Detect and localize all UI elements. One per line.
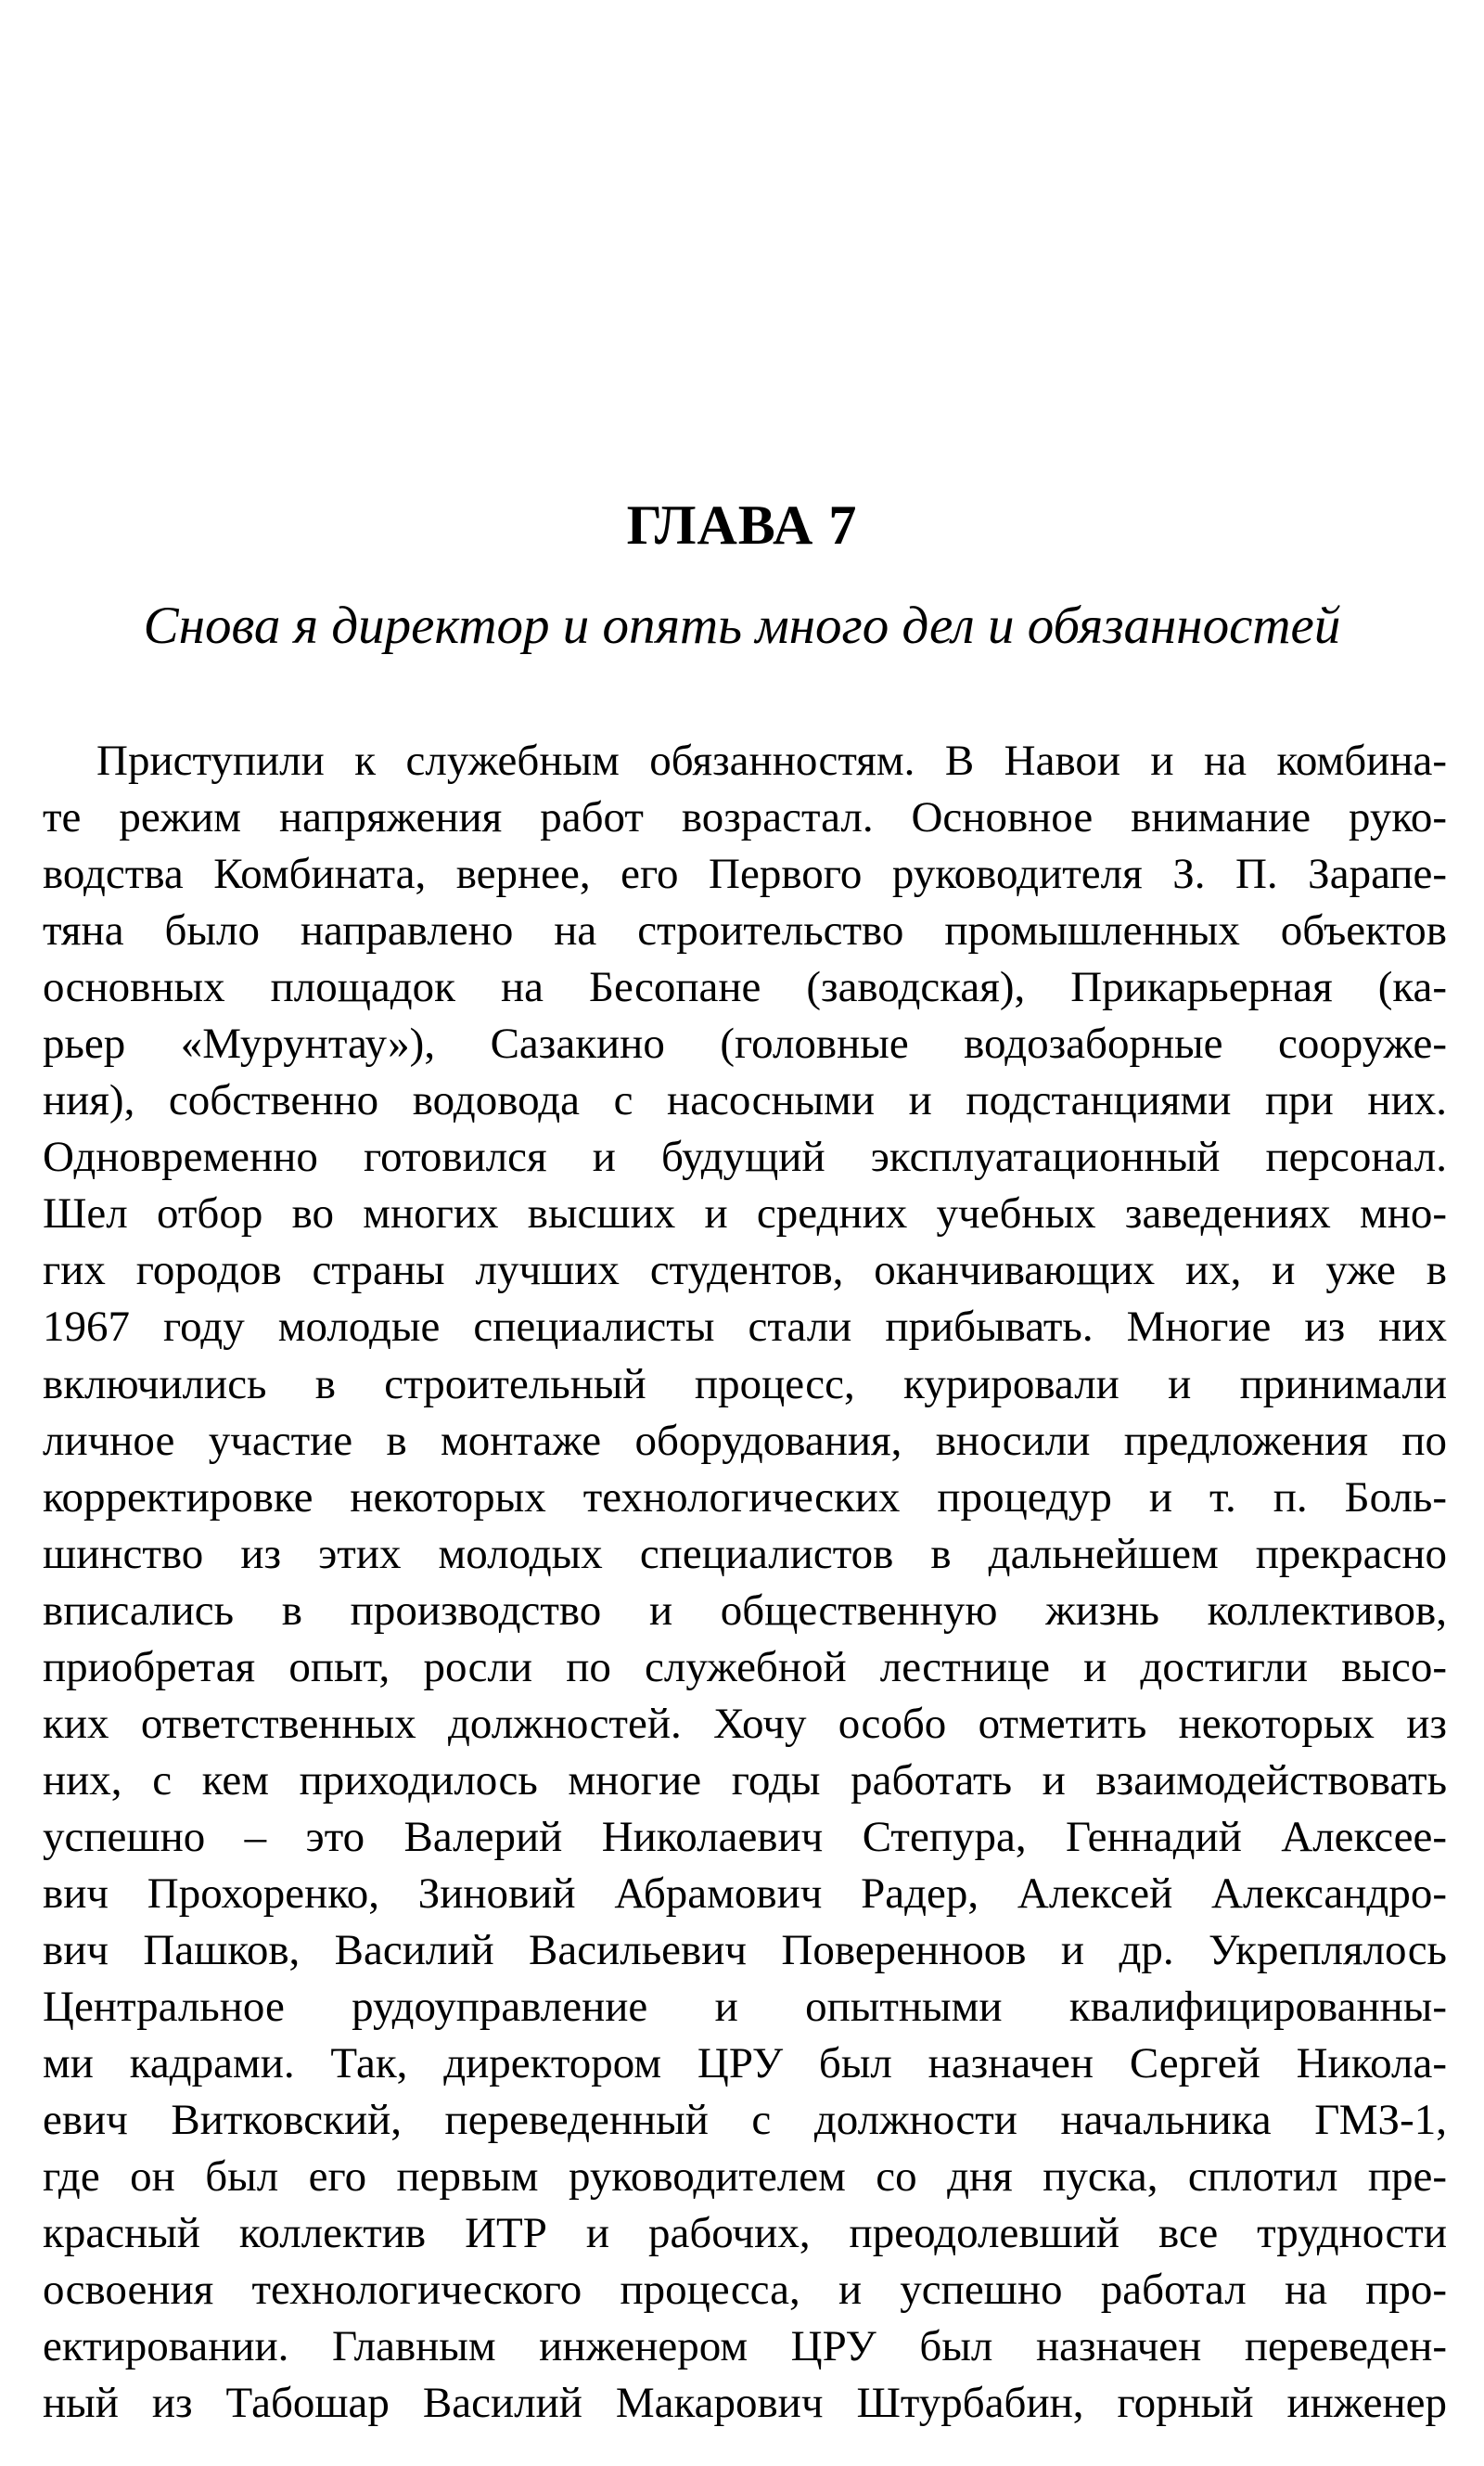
text-line: ный из Табошар Василий Макарович Штурбабин, горный инженер xyxy=(43,2379,1447,2428)
text-line: вписались в производство и общественную жизнь коллективов, xyxy=(43,1586,1447,1635)
text-line: корректировке некоторых технологических процедур и т. п. Боль- xyxy=(43,1472,1447,1522)
text-line: ми кадрами. Так, директором ЦРУ был назначен Сергей Никола- xyxy=(43,2039,1447,2088)
text-line: шинство из этих молодых специалистов в дальнейшем прекрасно xyxy=(43,1529,1447,1578)
text-line: Одновременно готовился и будущий эксплуатационный персонал. xyxy=(43,1133,1447,1182)
text-line: вич Пашков, Василий Васильевич Поверенноов и др. Укреплялось xyxy=(43,1925,1447,1974)
text-line: вич Прохоренко, Зиновий Абрамович Радер, Алексей Александро- xyxy=(43,1869,1447,1918)
text-line: те режим напряжения работ возрастал. Основное внимание руко- xyxy=(43,793,1447,842)
text-line: приобретая опыт, росли по служебной лестнице и достигли высо- xyxy=(43,1642,1447,1691)
text-line: тяна было направлено на строительство промышленных объектов xyxy=(43,906,1447,956)
text-line: где он был его первым руководителем со дня пуска, сплотил пре- xyxy=(43,2152,1447,2202)
text-line: гих городов страны лучших студентов, оканчивающих их, и уже в xyxy=(43,1246,1447,1295)
text-line: Центральное рудоуправление и опытными квалифицированны- xyxy=(43,1983,1447,2032)
text-line: Шел отбор во многих высших и средних учебных заведениях мно- xyxy=(43,1189,1447,1239)
text-line: красный коллектив ИТР и рабочих, преодолевший все трудности xyxy=(43,2209,1447,2258)
text-line: ния), собственно водовода с насосными и подстанциями при них. xyxy=(43,1076,1447,1125)
chapter-subtitle: Снова я директор и опять много дел и обязанностей xyxy=(143,597,1341,655)
text-line: ектировании. Главным инженером ЦРУ был назначен переведен- xyxy=(43,2322,1447,2371)
text-line: основных площадок на Бесопане (заводская), Прикарьерная (ка- xyxy=(43,963,1447,1012)
text-line: рьер «Мурунтау»), Сазакино (головные водозаборные сооруже- xyxy=(43,1020,1447,1069)
chapter-heading: ГЛАВА 7 xyxy=(626,494,858,556)
text-line: успешно – это Валерий Николаевич Степура, Геннадий Алексее- xyxy=(43,1812,1447,1861)
text-line: них, с кем приходилось многие годы работать и взаимодействовать xyxy=(43,1755,1447,1805)
text-line: Приступили к служебным обязанностям. В Навои и на комбина- xyxy=(96,737,1447,785)
text-line: водства Комбината, вернее, его Первого руководителя З. П. Зарапе- xyxy=(43,850,1447,899)
text-line: ких ответственных должностей. Хочу особо отметить некоторых из xyxy=(43,1699,1447,1748)
text-line: включились в строительный процесс, курировали и принимали xyxy=(43,1359,1447,1408)
text-line: освоения технологического процесса, и успешно работал на про- xyxy=(43,2266,1447,2315)
text-line: личное участие в монтаже оборудования, вносили предложения по xyxy=(43,1416,1447,1465)
text-line: евич Витковский, переведенный с должности начальника ГМЗ-1, xyxy=(43,2096,1447,2145)
text-line: 1967 году молодые специалисты стали прибывать. Многие из них xyxy=(43,1303,1447,1352)
body-text xyxy=(43,733,1447,2432)
